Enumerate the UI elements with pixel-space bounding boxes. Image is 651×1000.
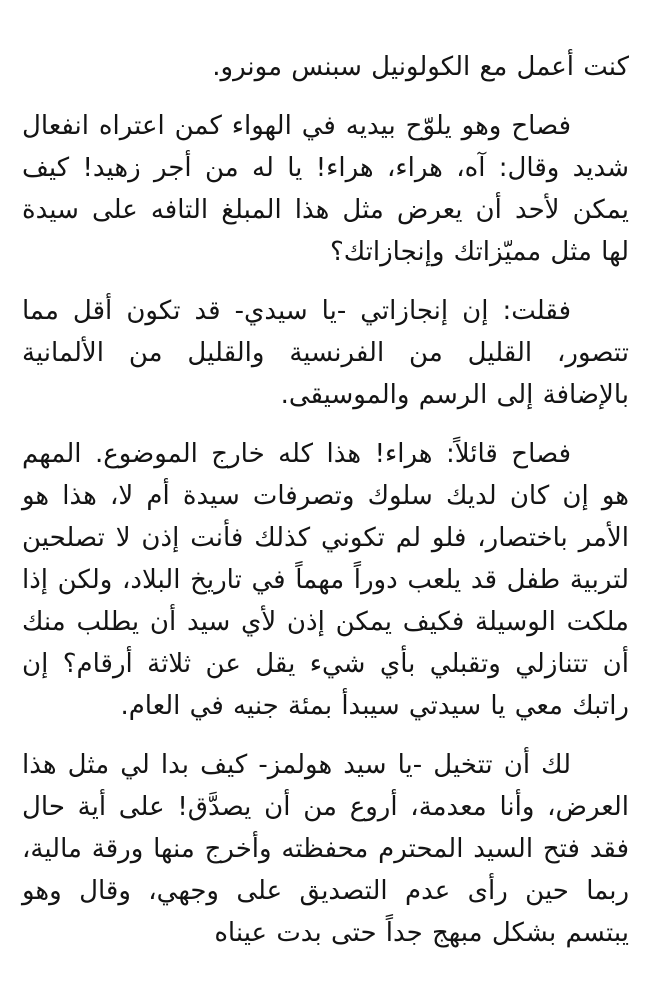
- paragraph: فقلت: إن إنجازاتي -يا سيدي- قد تكون أقل مما تتصور، القليل من الفرنسية والقليل من الألمانية بالإضافة إلى الرسم والموسيقى.: [22, 296, 629, 410]
- paragraph: كنت أعمل مع الكولونيل سبنس مونرو.: [212, 52, 629, 82]
- paragraph: فصاح قائلاً: هراء! هذا كله خارج الموضوع. المهم هو إن كان لديك سلوك وتصرفات سيدة أم لا، هذا هو الأمر باختصار، فلو لم تكوني كذلك فأنت إذن لا تصلحين لتربية طفل قد يلعب دوراً مهماً في تاريخ البلاد، ولكن إذا ملكت الوسيلة فكيف يمكن إذن لأي سيد أن يطلب منك أن تتنازلي وتقبلي بأي شيء يقل عن ثلاثة أرقام؟ إن راتبك معي يا سيدتي سيبدأ بمئة جنيه في العام.: [22, 439, 629, 721]
- paragraph: فصاح وهو يلوّح بيديه في الهواء كمن اعتراه انفعال شديد وقال: آه، هراء، هراء! يا له من أجر زهيد! كيف يمكن لأحد أن يعرض مثل هذا المبلغ التافه على سيدة لها مثل مميّزاتك وإنجازاتك؟: [22, 111, 629, 267]
- paragraph: لك أن تتخيل -يا سيد هولمز- كيف بدا لي مثل هذا العرض، وأنا معدمة، أروع من أن يصدَّق! على أية حال فقد فتح السيد المحترم محفظته وأخرج منها ورقة مالية، ربما حين رأى عدم التصديق على وجهي، وقال وهو يبتسم بشكل مبهج جداً حتى بدت عيناه: [22, 750, 629, 948]
